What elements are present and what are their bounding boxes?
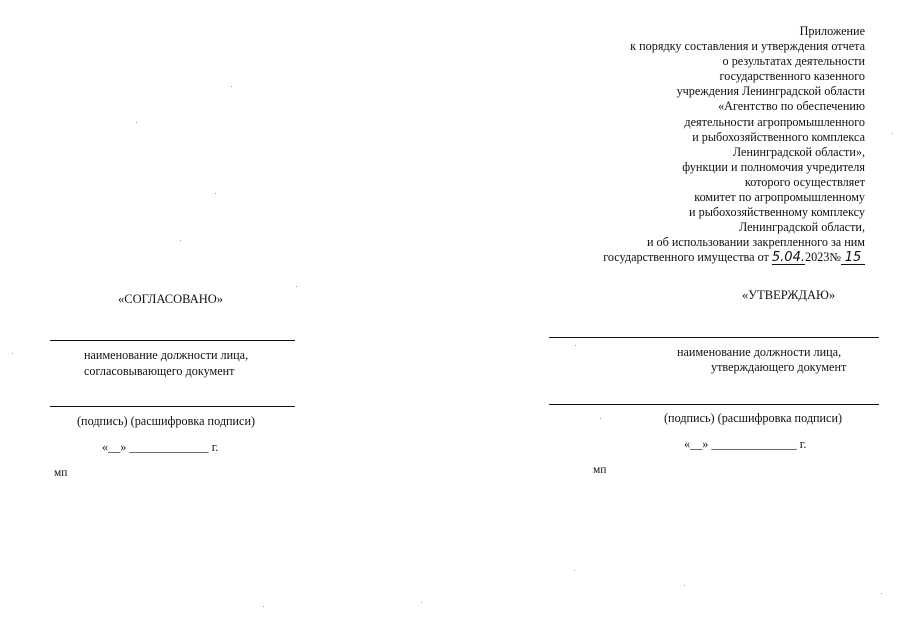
header-line: функции и полномочия учредителя: [682, 159, 865, 174]
handwritten-date: 5.04.: [771, 250, 805, 266]
left-stamp-mark: мп: [54, 467, 68, 479]
date-prefix: государственного имущества от: [603, 250, 772, 265]
header-line: и рыбохозяйственному комплексу: [689, 205, 865, 220]
right-date-caption: «__» ______________ г.: [684, 437, 807, 451]
scan-speck: [215, 193, 216, 194]
header-line: Приложение: [799, 24, 865, 38]
date-year: 2023: [804, 250, 830, 265]
scan-speck: [296, 286, 297, 287]
header-line: деятельности агропромышленного: [684, 114, 865, 129]
left-position-caption-2: согласовывающего документ: [84, 364, 235, 378]
scan-speck: [881, 593, 882, 594]
header-line: и об использовании закрепленного за ним: [646, 235, 865, 250]
header-line: комитет по агропромышленному: [694, 190, 865, 205]
scan-speck: [12, 353, 13, 354]
right-position-line: [549, 337, 879, 338]
left-title: «СОГЛАСОВАНО»: [118, 292, 224, 306]
left-position-line: [50, 340, 295, 341]
appendix-header: [545, 24, 865, 266]
right-position-caption-1: наименование должности лица,: [677, 345, 842, 359]
scan-speck: [575, 345, 576, 346]
scan-speck: [600, 418, 601, 419]
right-title: «УТВЕРЖДАЮ»: [742, 288, 836, 302]
header-line: Ленинградской области,: [738, 220, 865, 235]
scan-speck: [421, 602, 422, 603]
scan-speck: [574, 570, 575, 571]
header-line: которого осуществляет: [744, 174, 865, 189]
left-signature-line: [50, 406, 295, 407]
left-date-caption: «__» _____________ г.: [102, 440, 219, 454]
scan-speck: [180, 240, 181, 241]
right-stamp-mark: мп: [593, 464, 607, 476]
scan-speck: [263, 606, 264, 607]
header-line: к порядку составления и утверждения отчета: [630, 39, 865, 54]
date-number-line: [545, 250, 865, 265]
handwritten-number: 15: [841, 252, 865, 265]
header-line: учреждения Ленинградской области: [676, 84, 865, 99]
header-line: «Агентство по обеспечению: [718, 99, 865, 114]
scan-speck: [892, 133, 893, 134]
scan-speck: [684, 585, 685, 586]
left-signature-caption: (подпись) (расшифровка подписи): [77, 414, 256, 428]
scan-speck: [231, 86, 232, 87]
right-position-caption-2: утверждающего документ: [711, 360, 847, 374]
number-sign: №: [829, 250, 841, 265]
header-line: государственного казенного: [719, 69, 865, 84]
scan-speck: [136, 122, 137, 123]
header-line: о результатах деятельности: [722, 54, 865, 69]
header-line: Ленинградской области»,: [732, 144, 865, 159]
right-signature-line: [549, 404, 879, 405]
right-signature-caption: (подпись) (расшифровка подписи): [664, 411, 843, 425]
header-line: и рыбохозяйственного комплекса: [692, 129, 865, 144]
left-position-caption-1: наименование должности лица,: [84, 348, 249, 362]
